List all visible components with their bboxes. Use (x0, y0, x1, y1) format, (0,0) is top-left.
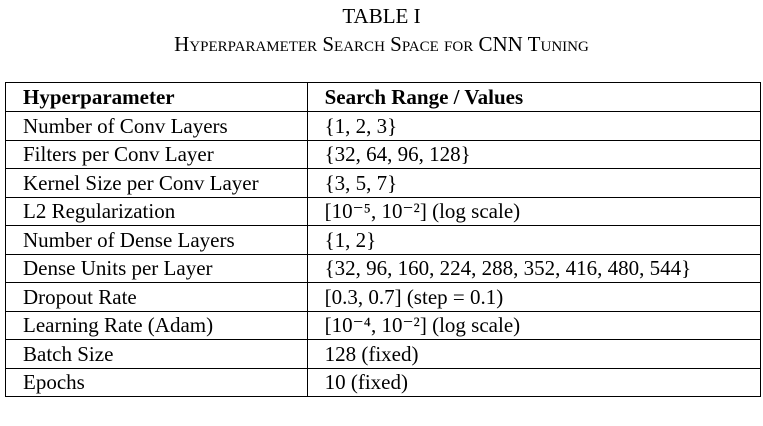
hyperparameter-table (5, 82, 761, 397)
table-row (6, 197, 761, 226)
row-name: Kernel Size per Conv Layer (6, 169, 308, 198)
header-hyperparameter: Hyperparameter (6, 83, 308, 112)
row-value: {32, 96, 160, 224, 288, 352, 416, 480, 544} (307, 254, 760, 283)
header-search-range: Search Range / Values (307, 83, 760, 112)
row-value: {3, 5, 7} (307, 169, 760, 198)
table-row (6, 112, 761, 141)
table-row (6, 169, 761, 198)
table-label: TABLE I (342, 4, 421, 28)
row-value: {1, 2, 3} (307, 112, 760, 141)
table-header-row (6, 83, 761, 112)
table-row (6, 283, 761, 312)
row-name: L2 Regularization (6, 197, 308, 226)
row-name: Batch Size (6, 340, 308, 369)
table-row (6, 340, 761, 369)
row-value: {32, 64, 96, 128} (307, 140, 760, 169)
row-name: Number of Conv Layers (6, 112, 308, 141)
row-value: 128 (fixed) (307, 340, 760, 369)
row-value: [0.3, 0.7] (step = 0.1) (307, 283, 760, 312)
row-value: [10⁻⁵, 10⁻²] (log scale) (307, 197, 760, 226)
row-value: 10 (fixed) (307, 368, 760, 397)
table-row (6, 368, 761, 397)
table-row (6, 311, 761, 340)
row-value: {1, 2} (307, 226, 760, 255)
row-name: Learning Rate (Adam) (6, 311, 308, 340)
row-name: Dropout Rate (6, 283, 308, 312)
table-title: Hyperparameter Search Space for CNN Tuning (174, 32, 589, 56)
row-name: Filters per Conv Layer (6, 140, 308, 169)
table-row (6, 140, 761, 169)
table-row (6, 226, 761, 255)
row-name: Epochs (6, 368, 308, 397)
row-value: [10⁻⁴, 10⁻²] (log scale) (307, 311, 760, 340)
row-name: Number of Dense Layers (6, 226, 308, 255)
row-name: Dense Units per Layer (6, 254, 308, 283)
table-row (6, 254, 761, 283)
